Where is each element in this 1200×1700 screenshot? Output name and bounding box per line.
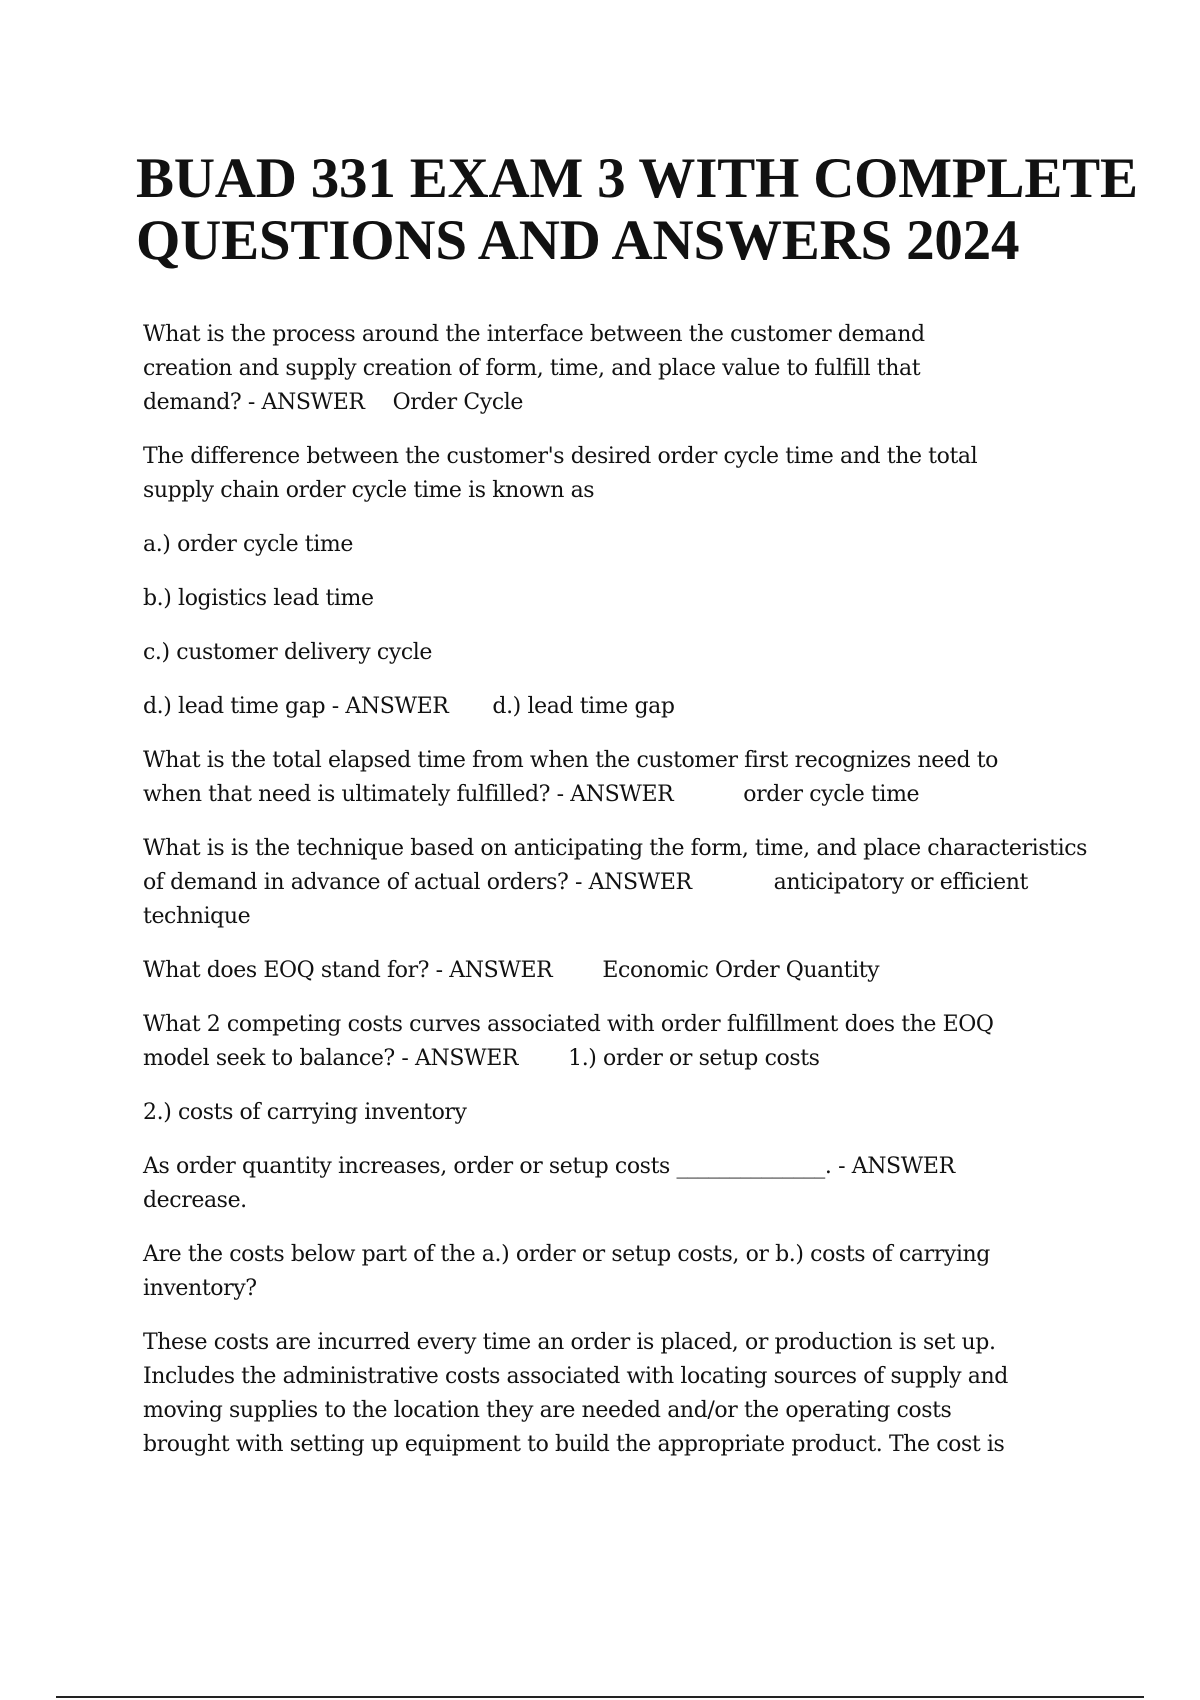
option-d-label: d.) lead time gap - ANSWER — [143, 694, 449, 719]
question-text: What does EOQ stand for? - ANSWER — [143, 958, 553, 983]
question-text: These costs are incurred every time an order is placed, or production is set up. Includes the administrative costs associated with locating sources of supply and moving supplies to the location they are needed and/or the operating costs brought with setting up equipment to build the appropriate product. The cost is — [143, 1330, 1008, 1457]
question-text: What is the total elapsed time from when the customer first recognizes need to when that need is ultimately fulfilled? - ANSWER — [143, 748, 999, 807]
qa-item-8 — [143, 1238, 998, 1306]
answer-text: decrease. — [143, 1188, 247, 1213]
qa-item-5 — [143, 954, 1103, 988]
question-text: What is is the technique based on anticipating the form, time, and place characteristics of demand in advance of actual orders? - ANSWER — [143, 836, 1088, 895]
option-b: b.) logistics lead time — [143, 586, 374, 611]
page-bottom-rule — [56, 1696, 1144, 1698]
qa-item-4 — [143, 832, 1103, 934]
option-d — [143, 690, 1103, 724]
answer-continuation: 2.) costs of carrying inventory — [143, 1100, 467, 1125]
qa-item-7 — [143, 1150, 998, 1218]
question-text: What 2 competing costs curves associated with order fulfillment does the EOQ model seek to balance? - ANSWER — [143, 1012, 994, 1071]
answer-text: order cycle time — [743, 782, 920, 807]
qa-item-6 — [143, 1008, 998, 1076]
answer-text: Order Cycle — [392, 390, 523, 415]
option-c: c.) customer delivery cycle — [143, 640, 433, 665]
question-text: The difference between the customer's desired order cycle time and the total supply chain order cycle time is known as — [143, 444, 978, 503]
qa-item-1 — [143, 318, 1013, 420]
question-text: As order quantity increases, order or setup costs ______________. - ANSWER — [143, 1154, 955, 1179]
qa-item-2 — [143, 440, 1013, 508]
document-title: BUAD 331 EXAM 3 WITH COMPLETE QUESTIONS AND ANSWERS 2024 — [136, 147, 1138, 272]
answer-text: anticipatory or efficient technique — [143, 870, 1028, 929]
option-a: a.) order cycle time — [143, 532, 353, 557]
answer-text: d.) lead time gap — [492, 694, 675, 719]
question-text: Are the costs below part of the a.) order or setup costs, or b.) costs of carrying inventory? — [143, 1242, 990, 1301]
answer-text: Economic Order Quantity — [602, 958, 880, 983]
qa-content — [143, 318, 1103, 1482]
qa-item-9 — [143, 1326, 1013, 1462]
answer-text: 1.) order or setup costs — [568, 1046, 820, 1071]
qa-item-3 — [143, 744, 1013, 812]
question-text: What is the process around the interface between the customer demand creation and supply creation of form, time, and place value to fulfill that demand? - ANSWER — [143, 322, 925, 415]
